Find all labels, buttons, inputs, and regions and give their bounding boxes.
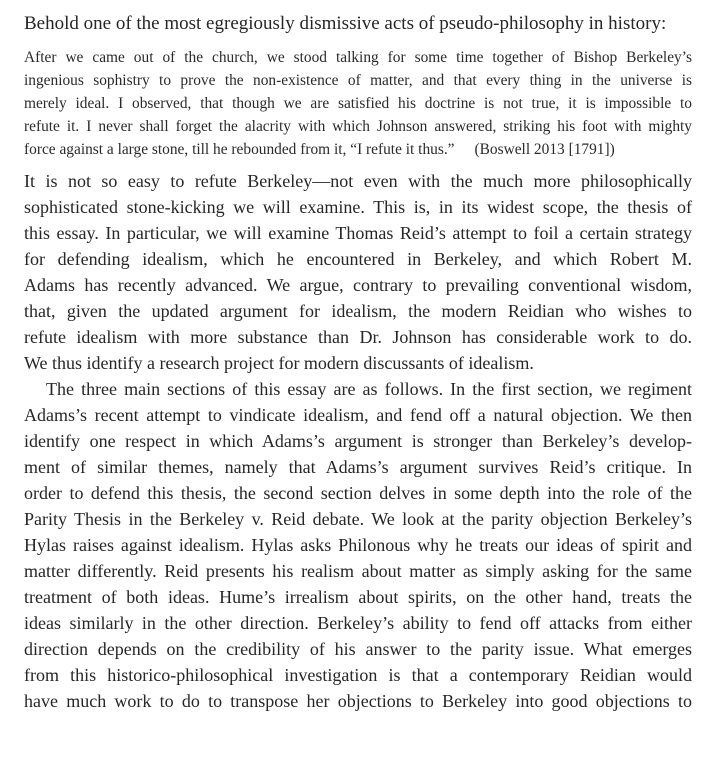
paragraph-line: matter differently. Reid presents his realism about matter as simply asking for the same bbox=[24, 561, 692, 581]
paragraph-line: from this historico-philosophical investigation is that a contemporary Reidian would bbox=[24, 665, 692, 685]
paragraph-line: order to defend this thesis, the second section delves in some depth into the role of the bbox=[24, 483, 692, 503]
paragraph-1 bbox=[24, 168, 692, 376]
quote-citation: (Boswell 2013 [1791]) bbox=[474, 141, 615, 158]
paragraph-line: for defending idealism, which he encountered in Berkeley, and which Robert M. bbox=[24, 249, 692, 269]
quote-line: ingenious sophistry to prove the non-existence of matter, and that every thing in the universe is bbox=[24, 72, 692, 89]
paragraph-line: this essay. In particular, we will examine Thomas Reid’s attempt to foil a certain strategy bbox=[24, 223, 692, 243]
block-quote bbox=[24, 46, 692, 161]
paragraph-line: treatment of both ideas. Hume’s irrealism about spirits, on the other hand, treats the bbox=[24, 587, 692, 607]
paragraph-line: Adams’s recent attempt to vindicate idealism, and fend off a natural objection. We then bbox=[24, 405, 692, 425]
quote-line: refute it. I never shall forget the alacrity with which Johnson answered, striking his foot with mighty bbox=[24, 118, 692, 135]
intro-sentence: Behold one of the most egregiously dismissive acts of pseudo-philosophy in history: bbox=[24, 13, 667, 34]
quote-line: merely ideal. I observed, that though we are satisfied his doctrine is not true, it is impossible to bbox=[24, 95, 692, 112]
paragraph-line: ment of similar themes, namely that Adams’s argument survives Reid’s critique. In bbox=[24, 457, 692, 477]
paragraph-line: have much work to do to transpose her objections to Berkeley into good objections to bbox=[24, 691, 692, 711]
paragraph-line: sophisticated stone-kicking we will examine. This is, in its widest scope, the thesis of bbox=[24, 197, 692, 217]
quote-final-text: force against a large stone, till he rebounded from it, “I refute it thus.” bbox=[24, 141, 455, 158]
paragraph-line: direction depends on the credibility of his answer to the parity issue. What emerges bbox=[24, 639, 692, 659]
paragraph-line: refute idealism with more substance than Dr. Johnson has considerable work to do. bbox=[24, 327, 692, 347]
paragraph-line: that, given the updated argument for idealism, the modern Reidian who wishes to bbox=[24, 301, 692, 321]
paragraph-line: We thus identify a research project for modern discussants of idealism. bbox=[24, 353, 534, 373]
paragraph-line: Adams has recently advanced. We argue, contrary to prevailing conventional wisdom, bbox=[24, 275, 692, 295]
body-text bbox=[24, 168, 692, 714]
paragraph-line: Hylas raises against idealism. Hylas asks Philonous why he treats our ideas of spirit and bbox=[24, 535, 692, 555]
quote-line: After we came out of the church, we stood talking for some time together of Bishop Berkeley’s bbox=[24, 49, 692, 66]
paragraph-line: ideas similarly in the other direction. Berkeley’s ability to fend off attacks from either bbox=[24, 613, 692, 633]
document-page bbox=[24, 10, 692, 714]
paragraph-line: Parity Thesis in the Berkeley v. Reid debate. We look at the parity objection Berkeley’s bbox=[24, 509, 692, 529]
paragraph-line: identify one respect in which Adams’s argument is stronger than Berkeley’s develop- bbox=[24, 431, 692, 451]
quote-line-last bbox=[24, 138, 692, 161]
paragraph-2 bbox=[24, 376, 692, 714]
paragraph-line: The three main sections of this essay are as follows. In the first section, we regiment bbox=[46, 379, 692, 399]
paragraph-line: It is not so easy to refute Berkeley—not even with the much more philosophically bbox=[24, 171, 692, 191]
